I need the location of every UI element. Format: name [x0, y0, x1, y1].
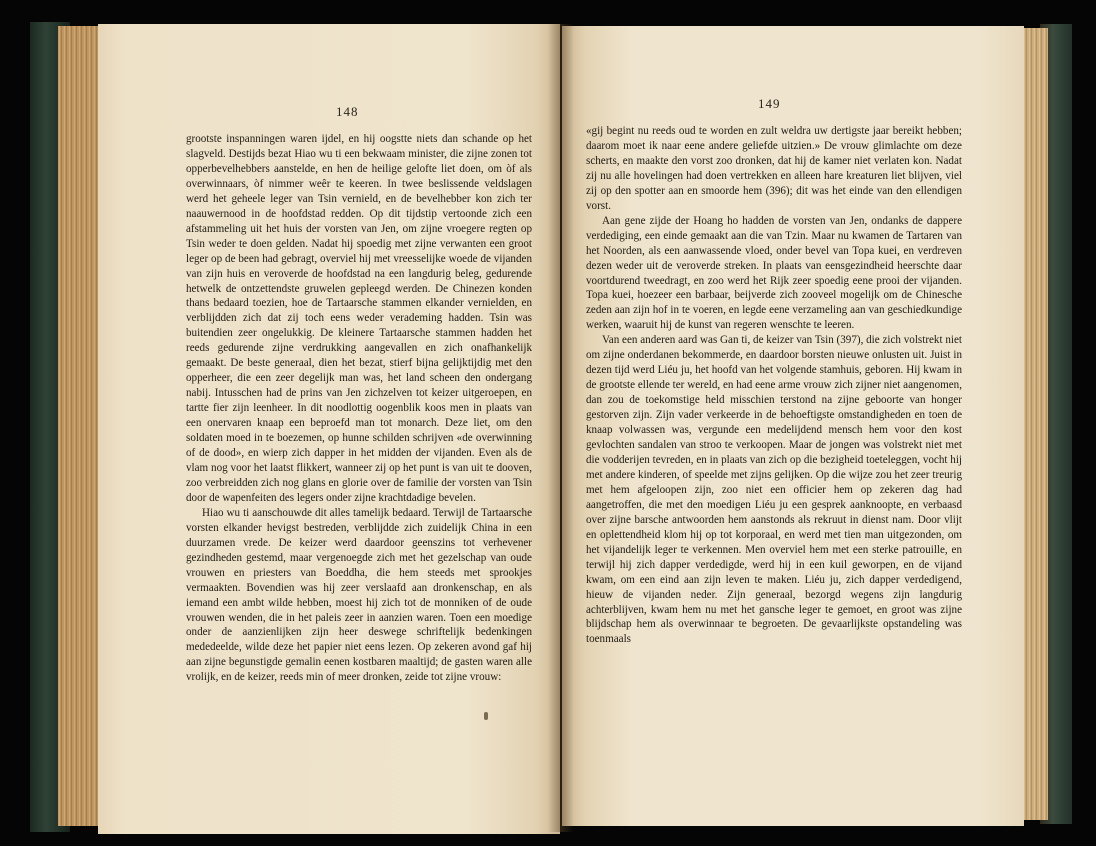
left-page-text [186, 132, 532, 685]
right-paragraph-3: Van een anderen aard was Gan ti, de keizer van Tsin (397), die zich volstrekt niet om zijne onderdanen bekommerde, en daardoor borsten nieuwe onlusten uit. Juist in dezen tijd werd Liéu ju, het hoofd van het volgende stamhuis, geboren. Hij kwam in de grootste ellende ter wereld, en had eene arme vrouw zich zijner niet aangenomen, dan zou de toekomstige held misschien terstond na zijne geboorte van honger gestorven zijn. Zijn vader verkeerde in de behoeftigste omstandigheden en toen de knaap volwassen was, vergunde een medelijdend mensch hem voor den kost gevlochten sandalen van stroo te verkoopen. Maar de jongen was volstrekt niet met die vodderijen tevreden, en in plaats van zich op die bezigheid toeteleggen, vocht hij met andere kinderen, of speelde met zijns gelijken. Op die wijze zou het zeer treurig met hem afgeloopen zijn, zoo niet een officier hem op zekeren dag had aangetroffen, die met den moedigen Liéu ju een gesprek aanknoopte, en verbaasd over zijne barsche antwoorden hem aanstonds als rekruut in dienst nam. Door vlijt en oplettendheid klom hij op tot korporaal, en werd met tien man uitgezonden, om het vijandelijk leger te verkennen. Men overviel hem met een sterke patrouille, en terwijl hij zich dapper verdedigde, werd hij in een kuil geworpen, en de vijand kwam, om een eind aan zijn leven te maken. Liéu ju, zich dapper verdedigend, hieuw de vijanden neder. Zijn generaal, bezorgd wegens zijn langdurig achterblijven, kwam hem nu met het gansche leger te gemoet, en groot was zijne blijdschap hem als overwinnaar te begroeten. De gevaarlijkste opstandeling was toenmaals [586, 334, 962, 646]
paper-speck [484, 712, 488, 720]
left-paragraph-1: grootste inspanningen waren ijdel, en hij oogstte niets dan schande op het slagveld. Destijds bezat Hiao wu ti een bekwaam minister, die zijne zonen tot opperbevelhebbers aanstelde, en hen de heilige gelofte liet doen, om òf als overwinnaars, òf nimmer weêr te keeren. In twee beslissende veldslagen werd het geheele leger van Tsin vernield, en de bevelhebber kon zich ter naauwernood in de hoofdstad redden. Op dit tijdstip vertoonde zich een afstammeling uit het huis der vorsten van Jen, om zijne vroegere regten op Tsin weder te doen gelden. Nadat hij spoedig met zijne verwanten een groot leger op de been had gebragt, overviel hij met vreesselijke woede de vijanden van zijn huis en veroverde de hoofdstad na een langdurig beleg, gedurende hetwelk de ontzettendste gruwelen gepleegd werden. De Chinezen konden thans bedaard toezien, hoe de Tartaarsche stammen elkander vernielden, en verblijdden zich dat zij toch eens weder verademing hadden. Tsin was buitendien zeer ongelukkig. De kleinere Tartaarsche stammen hadden het reeds gedurende zijne verdrukking aangevallen en zich onafhankelijk gemaakt. De beste generaal, dien het bezat, stierf bijna gelijktijdig met den opperheer, die een zeer degelijk man was, het land scheen den ondergang nabij. Intusschen had de prins van Jen zichzelven tot keizer uitgeroepen, en tartte fier zijn leenheer. In dit noodlottig oogenblik koos men in plaats van een onervaren knaap een beproefd man tot monarch. Deze liet, om den soldaten moed in te boezemen, op hunne schilden schrijven «de overwinning of de dood», en wierp zich dapper in het midden der vijanden. Even als de vlam nog voor het laatst flikkert, wanneer zij op het punt is van uit te dooven, zoo verbreidden zich nog glans en glorie over de familie der vorsten van Tsin door de wapenfeiten des legers onder zijne krachtdadige bevelen. [186, 133, 532, 504]
page-number-right: 149 [758, 96, 781, 111]
left-page [98, 24, 560, 834]
right-page-text [586, 124, 962, 647]
left-paragraph-2: Hiao wu ti aanschouwde dit alles tamelijk bedaard. Terwijl de Tartaarsche vorsten elkander hevigst bestreden, verblijdde zich zuidelijk China in een duurzamen vrede. De keizer werd daardoor geenszins tot verhevener gezindheden gestemd, maar vergenoegde zich met het gezelschap van oude vrouwen en priesters van Boeddha, die hem steeds met sprookjes vermaakten. Bovendien was hij zeer verslaafd aan dronkenschap, en als iemand een ambt wilde hebben, moest hij zich tot de monniken of de oude vrouwen wenden, die in het paleis zeer in aanzien waren. Toen een moedige onder de aanzienlijken zijn heer deswege schriftelijk bedenkingen mededeelde, wilde deze het papier niet eens lezen. Op zekeren avond gaf hij aan zijne begunstigde gemalin eenen kostbaren maaltijd; de gasten waren alle vrolijk, en de keizer, reeds min of meer dronken, zeide tot zijne vrouw: [186, 506, 532, 684]
right-page [562, 26, 1024, 826]
page-number-left: 148 [336, 104, 359, 119]
right-paragraph-2: Aan gene zijde der Hoang ho hadden de vorsten van Jen, ondanks de dappere verdediging, een einde gemaakt aan die van Tzin. Maar nu kwamen de Tartaren van het Noorden, als een aanwassende vloed, onder bevel van Topa kuei, en verdreven dezen weder uit de veroverde streken. In plaats van eensgezindheid heerschte daar voortdurend tweedragt, en zoo werd het Rijk zeer spoedig eene prooi der vijanden. Topa kuei, hoezeer een barbaar, beijverde zich zooveel mogelijk om de Chinesche zeden aan zijn hof in te voeren, en legde eene verzameling aan van geschiedkundige werken, waaruit hij de kunst van regeren wenschte te leeren. [586, 214, 962, 332]
book-gutter-shadow [548, 24, 574, 832]
right-paragraph-1: «gij begint nu reeds oud te worden en zult weldra uw dertigste jaar bereikt hebben; daarom moet ik naar eene andere geliefde uitzien.» De vrouw glimlachte om deze scherts, en maakte den vorst zoo dronken, dat hij de kamer niet verlaten kon. Nadat zij nu alle hovelingen had doen vertrekken en alleen hare kreaturen liet blijven, viel zij op den spotter aan en smoorde hem (396); dit was het einde van den ellendigen vorst. [586, 125, 962, 212]
